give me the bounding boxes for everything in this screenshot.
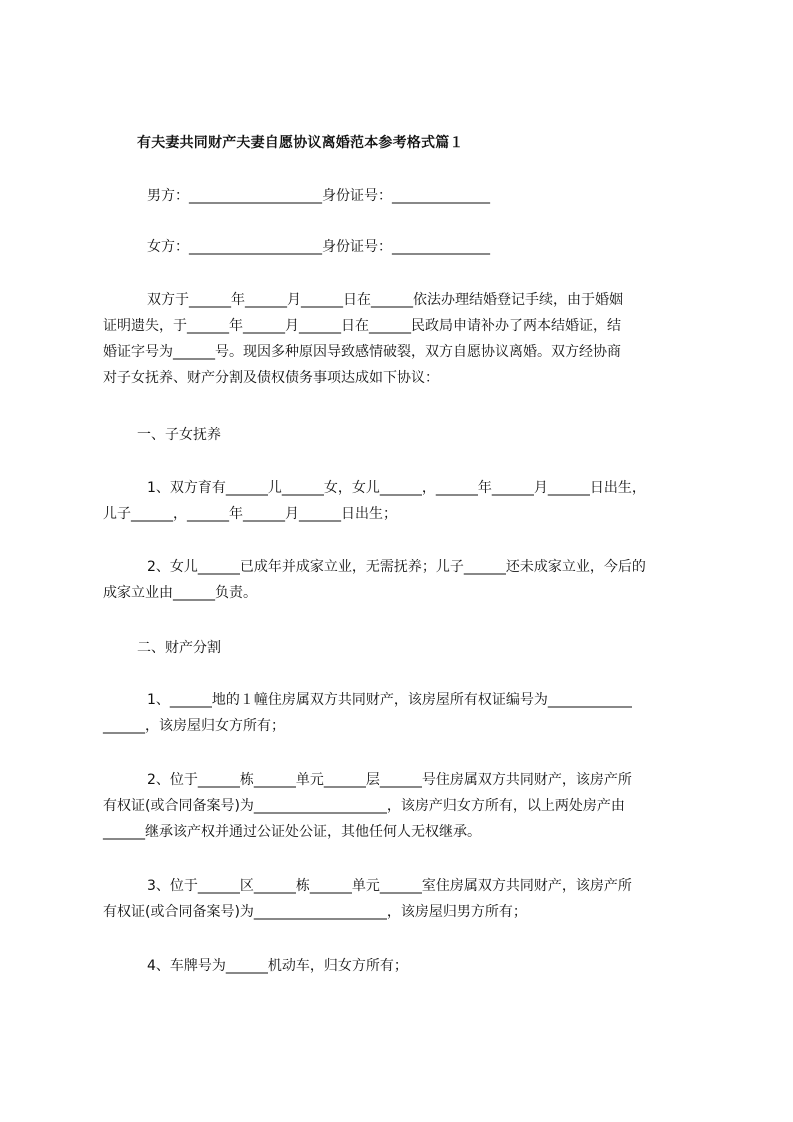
- property-clause-2-line-3: ______继承该产权并通过公证处公证，其他任何人无权继承。: [103, 824, 481, 840]
- property-clause-3-line-2: 有权证(或合同备案号)为___________________，该房屋归男方所有；: [103, 904, 527, 920]
- property-clause-2-line-1: 2、位于______栋______单元______层______号住房属双方共同财产，该房产所: [147, 772, 632, 788]
- section-heading-child-custody: 一、子女抚养: [137, 427, 221, 443]
- intro-paragraph-line-2: 证明遗失，于______年______月______日在______民政局申请补办了两本结婚证，结: [103, 318, 621, 334]
- property-clause-2-line-2: 有权证(或合同备案号)为___________________，该房产归女方所有，以上两处房产由: [103, 798, 625, 814]
- property-clause-4-line-1: 4、车牌号为______机动车，归女方所有；: [147, 958, 408, 974]
- clause-2-line-1: 2、女儿______已成年并成家立业，无需抚养；儿子______还未成家立业，今后的: [147, 559, 646, 575]
- female-party-line: 女方：___________________身份证号：______________: [147, 239, 490, 255]
- clause-2-line-2: 成家立业由______负责。: [103, 585, 257, 601]
- intro-paragraph-line-3: 婚证字号为______号。现因多种原因导致感情破裂，双方自愿协议离婚。双方经协商: [103, 344, 621, 360]
- property-clause-3-line-1: 3、位于______区______栋______单元______室住房属双方共同财产，该房产所: [147, 878, 632, 894]
- intro-paragraph-line-1: 双方于______年______月______日在______依法办理结婚登记手续，由于婚姻: [147, 292, 623, 308]
- property-clause-1-line-1: 1、______地的１幢住房属双方共同财产，该房屋所有权证编号为____________: [147, 692, 632, 708]
- section-heading-property-division: 二、财产分割: [137, 640, 221, 656]
- intro-paragraph-line-4: 对子女抚养、财产分割及债权债务事项达成如下协议：: [103, 370, 439, 386]
- document-title: 有夫妻共同财产夫妻自愿协议离婚范本参考格式篇１: [137, 135, 464, 151]
- male-party-line: 男方：___________________身份证号：______________: [147, 188, 490, 204]
- property-clause-1-line-2: ______，该房屋归女方所有；: [103, 718, 285, 734]
- clause-1-line-2: 儿子______，______年______月______日出生；: [103, 506, 397, 522]
- clause-1-line-1: 1、双方育有______儿______女，女儿______，______年______月______日出生，: [147, 480, 646, 496]
